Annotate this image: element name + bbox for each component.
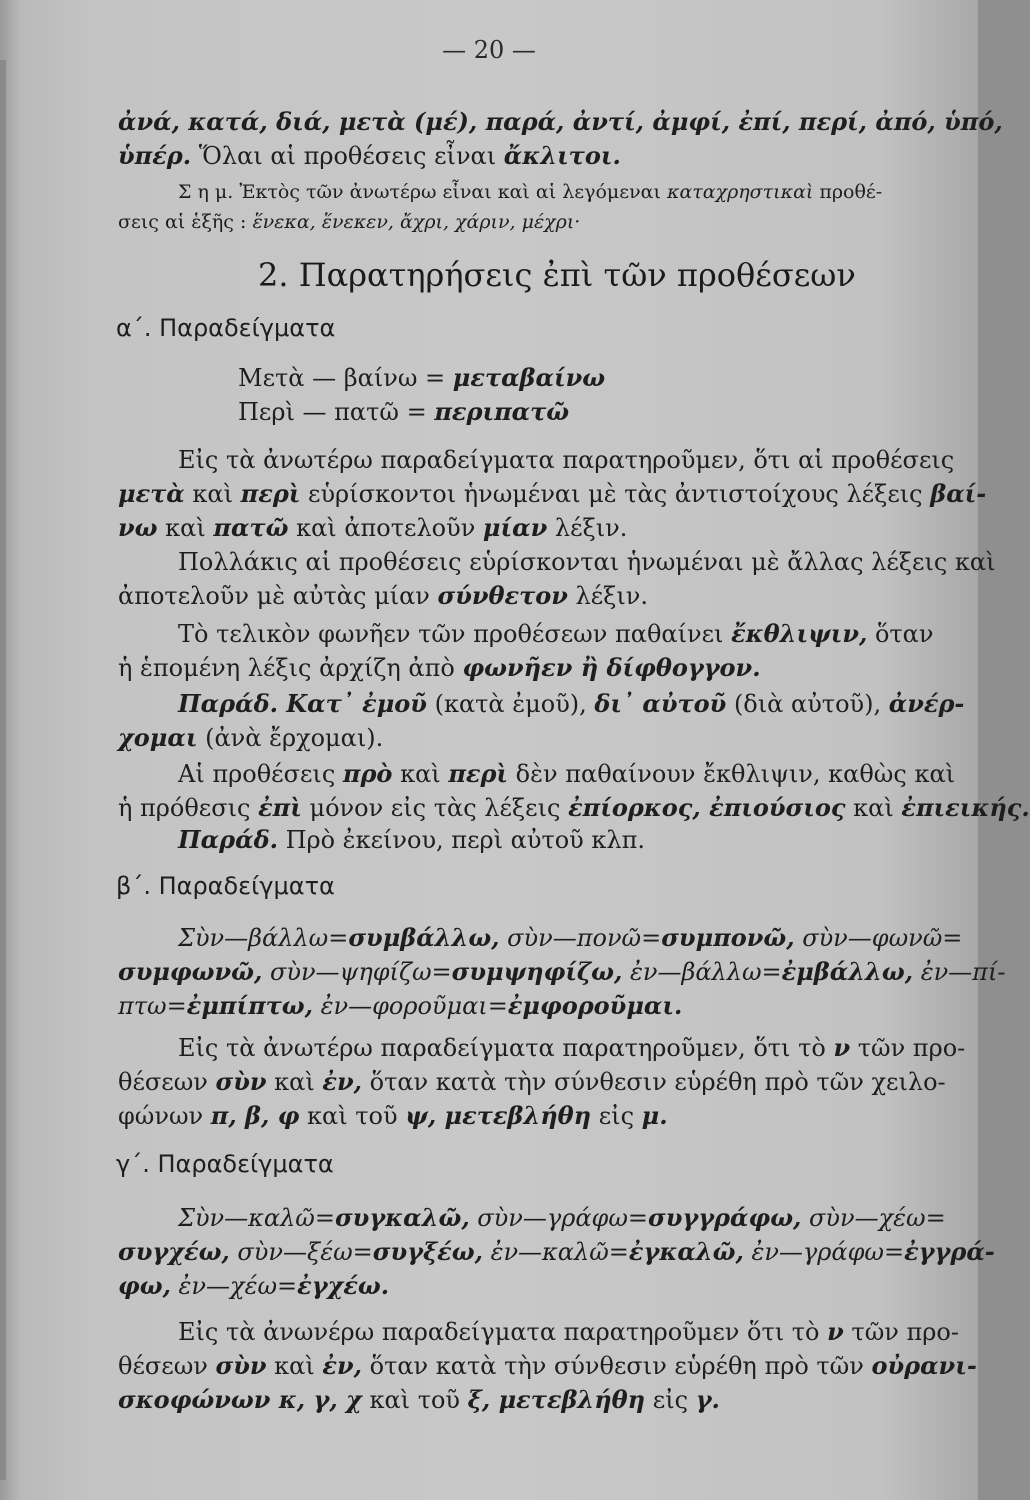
t: τῶν προ- bbox=[843, 1318, 959, 1346]
t: ν bbox=[833, 1033, 851, 1062]
t: εὑρίσκοντοι ἡνωμέναι μὲ τὰς ἀντιστοίχους λέξεις bbox=[300, 480, 931, 508]
t: (κατὰ ἐμοῦ), bbox=[426, 690, 595, 718]
t: καὶ bbox=[392, 760, 449, 788]
t: περὶ bbox=[448, 759, 509, 788]
para-a1-line-1: Εἰς τὰ ἀνωτέρω παραδείγματα παρατηροῦμεν, ὅτι αἱ προθέσεις bbox=[178, 446, 955, 474]
para-a3-line-1 bbox=[178, 618, 933, 650]
t: σὺν bbox=[215, 1067, 267, 1096]
intro-line-2 bbox=[118, 140, 621, 172]
para-a6 bbox=[178, 824, 645, 856]
intro-line-1 bbox=[118, 106, 1003, 138]
t: οὐρανι- bbox=[871, 1351, 977, 1380]
t: χομαι bbox=[118, 723, 198, 752]
t: Παράδ. bbox=[178, 825, 278, 854]
para-b-line-2 bbox=[118, 1066, 946, 1098]
t: καὶ bbox=[266, 1352, 323, 1380]
t: (διὰ αὐτοῦ), bbox=[726, 690, 889, 718]
t: Αἱ προθέσεις bbox=[178, 760, 343, 788]
example-b-line-1 bbox=[178, 922, 962, 954]
example-b-line-2 bbox=[118, 956, 1005, 988]
t: ἐν—γράφω= bbox=[743, 1238, 905, 1266]
t: λέξιν. bbox=[567, 582, 649, 610]
t: (ἀνὰ ἔρχομαι). bbox=[197, 724, 384, 752]
intro-note-line-1 bbox=[178, 176, 882, 208]
para-a4-line-2 bbox=[118, 722, 383, 754]
intro-text: Ὅλαι αἱ προθέσεις εἶναι bbox=[191, 142, 504, 170]
t: θέσεων bbox=[118, 1068, 216, 1096]
page-number: — 20 — bbox=[442, 36, 536, 64]
t: σὺν—ξέω= bbox=[229, 1238, 373, 1266]
example-c-line-2 bbox=[118, 1236, 995, 1268]
t: πατῶ bbox=[213, 513, 289, 542]
page-fold-shadow bbox=[0, 60, 6, 1480]
t: σκοφώνων κ, γ, χ bbox=[118, 1385, 362, 1414]
t: συμπονῶ, bbox=[661, 923, 795, 952]
ex-result: περιπατῶ bbox=[434, 397, 570, 426]
para-a3-line-2 bbox=[118, 652, 761, 684]
t: σύνθετον bbox=[437, 581, 568, 610]
t: εἰς bbox=[645, 1386, 696, 1414]
t: ὅταν κατὰ τὴν σύνθεσιν εὑρέθη πρὸ τῶν χειλο- bbox=[361, 1068, 946, 1096]
t: ἐπίορκος, ἐπιούσιος bbox=[568, 793, 846, 822]
t: καὶ bbox=[184, 480, 241, 508]
t: φω, bbox=[118, 1271, 171, 1300]
example-a-1 bbox=[238, 362, 605, 394]
t: καὶ bbox=[266, 1068, 323, 1096]
t: θέσεων bbox=[118, 1352, 216, 1380]
ex-plain: Μετὰ — βαίνω = bbox=[238, 364, 453, 392]
t: ἡ ἑπομένη λέξις ἀρχίζη ἀπὸ bbox=[118, 654, 463, 682]
t: σὺν—φωνῶ= bbox=[794, 924, 963, 952]
t: ἐγκαλῶ, bbox=[628, 1237, 744, 1266]
t: ψ, μετεβλήθη bbox=[405, 1101, 592, 1130]
t: ἐγγρά- bbox=[904, 1237, 995, 1266]
para-a2-line-2 bbox=[118, 580, 648, 612]
example-b-line-3 bbox=[118, 990, 682, 1022]
t: ἔκθλιψιν, bbox=[731, 619, 868, 648]
t: δὲν παθαίνουν ἔκθλιψιν, καθὼς καὶ bbox=[508, 760, 956, 788]
t: ἐγχέω. bbox=[297, 1271, 390, 1300]
t: ἐν—πί- bbox=[913, 958, 1006, 986]
t: ἀποτελοῦν μὲ αὐτὰς μίαν bbox=[118, 582, 438, 610]
note-text-end: προθέ- bbox=[813, 181, 883, 203]
note-italic: καταχρηστικαὶ bbox=[666, 181, 814, 203]
t: σὺν—ψηφίζω= bbox=[262, 958, 452, 986]
subheading-b: β΄. Παραδείγματα bbox=[116, 872, 335, 900]
para-b-line-1 bbox=[178, 1032, 965, 1064]
t: ἐπὶ bbox=[258, 793, 302, 822]
para-a5-line-1 bbox=[178, 758, 955, 790]
t: ὅταν bbox=[867, 620, 934, 648]
t: συγξέω, bbox=[372, 1237, 483, 1266]
t: σὺν—γράφω= bbox=[469, 1204, 649, 1232]
t: σὺν bbox=[215, 1351, 267, 1380]
subheading-c: γ΄. Παραδείγματα bbox=[116, 1150, 334, 1178]
t: μ. bbox=[641, 1101, 668, 1130]
example-c-line-1 bbox=[178, 1202, 946, 1234]
t: ἐπιεικής. bbox=[901, 793, 1030, 822]
t: καὶ bbox=[157, 514, 214, 542]
note-list: ἕνεκα, ἕνεκεν, ἄχρι, χάριν, μέχρι· bbox=[252, 211, 581, 233]
t: ἐν—βάλλω= bbox=[622, 958, 782, 986]
t: ἐν, bbox=[322, 1351, 362, 1380]
ex-plain: Περὶ — πατῶ = bbox=[238, 398, 435, 426]
t: δι᾿ αὐτοῦ bbox=[594, 689, 727, 718]
t: μετὰ bbox=[118, 479, 185, 508]
t: λέξιν. bbox=[547, 514, 628, 542]
t: βαί- bbox=[930, 479, 987, 508]
t: ἐν, bbox=[322, 1067, 362, 1096]
note-text-2: σεις αἱ ἑξῆς : bbox=[118, 211, 253, 233]
para-a1-line-2 bbox=[118, 478, 986, 510]
t: σὺν—χέω= bbox=[801, 1204, 946, 1232]
t: ν bbox=[827, 1317, 844, 1346]
example-c-line-3 bbox=[118, 1270, 389, 1302]
t: Πρὸ ἐκείνου, περὶ αὐτοῦ κλπ. bbox=[277, 826, 646, 854]
t: ἡ πρόθεσις bbox=[118, 794, 259, 822]
para-b-line-3 bbox=[118, 1100, 668, 1132]
intro-hyper: ὑπέρ. bbox=[118, 141, 192, 170]
t: Σὺν—καλῶ= bbox=[178, 1204, 335, 1232]
t: συγγράφω, bbox=[648, 1203, 802, 1232]
t: συμφωνῶ, bbox=[118, 957, 263, 986]
t: συμψηφίζω, bbox=[451, 957, 623, 986]
t: τῶν προ- bbox=[850, 1034, 966, 1062]
t: ξ, μετεβλήθη bbox=[467, 1385, 646, 1414]
t: ἐν—καλῶ= bbox=[482, 1238, 629, 1266]
t: νω bbox=[118, 513, 158, 542]
t: γ. bbox=[695, 1385, 720, 1414]
t: Τὸ τελικὸν φωνῆεν τῶν προθέσεων παθαίνει bbox=[178, 620, 732, 648]
para-a5-line-2 bbox=[118, 792, 1030, 824]
para-c-line-2 bbox=[118, 1350, 977, 1382]
intro-note-line-2 bbox=[118, 206, 580, 238]
para-a1-line-3 bbox=[118, 512, 627, 544]
t: πρὸ bbox=[342, 759, 393, 788]
t: φώνων bbox=[118, 1102, 211, 1130]
t: σὺν—πονῶ= bbox=[499, 924, 662, 952]
para-a4-line-1 bbox=[178, 688, 964, 720]
t: ἐν—χέω= bbox=[170, 1272, 298, 1300]
t: ἐν—φοροῦμαι= bbox=[313, 992, 508, 1020]
t: συγκαλῶ, bbox=[334, 1203, 470, 1232]
t: ὅταν κατὰ τὴν σύνθεσιν εὑρέθη πρὸ τῶν bbox=[361, 1352, 872, 1380]
t: καὶ τοῦ bbox=[299, 1102, 406, 1130]
ex-result: μεταβαίνω bbox=[452, 363, 606, 392]
example-a-2 bbox=[238, 396, 569, 428]
t: μόνον εἰς τὰς λέξεις bbox=[301, 794, 569, 822]
t: εἰς bbox=[591, 1102, 642, 1130]
para-c-line-1 bbox=[178, 1316, 959, 1348]
t: ἐμβάλλω, bbox=[781, 957, 914, 986]
section-heading: 2. Παρατηρήσεις ἐπὶ τῶν προθέσεων bbox=[258, 256, 856, 294]
t: πτω= bbox=[118, 992, 187, 1020]
t: συγχέω, bbox=[118, 1237, 230, 1266]
t: μίαν bbox=[482, 513, 548, 542]
intro-prepositions: ἀνά, κατά, διά, μετὰ (μέ), παρά, ἀντί, ἀμφί, ἐπί, περί, ἀπό, ὑπό, bbox=[118, 107, 1003, 136]
t: Σὺν—βάλλω= bbox=[178, 924, 349, 952]
t: καὶ τοῦ bbox=[361, 1386, 468, 1414]
t: περὶ bbox=[240, 479, 301, 508]
t: ἐμφοροῦμαι. bbox=[507, 991, 683, 1020]
t: συμβάλλω, bbox=[348, 923, 500, 952]
para-a2-line-1: Πολλάκις αἱ προθέσεις εὑρίσκονται ἡνωμέναι μὲ ἄλλας λέξεις καὶ bbox=[178, 548, 996, 576]
intro-aklitoi: ἄκλιτοι. bbox=[503, 141, 621, 170]
t: Παράδ. Κατ᾿ ἐμοῦ bbox=[178, 689, 427, 718]
t: ἀνέρ- bbox=[888, 689, 965, 718]
t: καὶ ἀποτελοῦν bbox=[288, 514, 483, 542]
t: φωνῆεν ἢ δίφθογγον. bbox=[462, 653, 761, 682]
subheading-a: α΄. Παραδείγματα bbox=[116, 314, 336, 342]
t: π, β, φ bbox=[210, 1101, 300, 1130]
t: Εἰς τὰ ἀνωτέρω παραδείγματα παρατηροῦμεν, ὅτι τὸ bbox=[178, 1034, 834, 1062]
t: Εἰς τὰ ἀνωνέρω παραδείγματα παρατηροῦμεν ὅτι τὸ bbox=[178, 1318, 828, 1346]
para-c-line-3 bbox=[118, 1384, 720, 1416]
note-text: Σ η μ. Ἐκτὸς τῶν ἀνωτέρω εἶναι καὶ αἱ λεγόμεναι bbox=[178, 181, 667, 203]
t: ἐμπίπτω, bbox=[186, 991, 313, 1020]
t: καὶ bbox=[845, 794, 902, 822]
